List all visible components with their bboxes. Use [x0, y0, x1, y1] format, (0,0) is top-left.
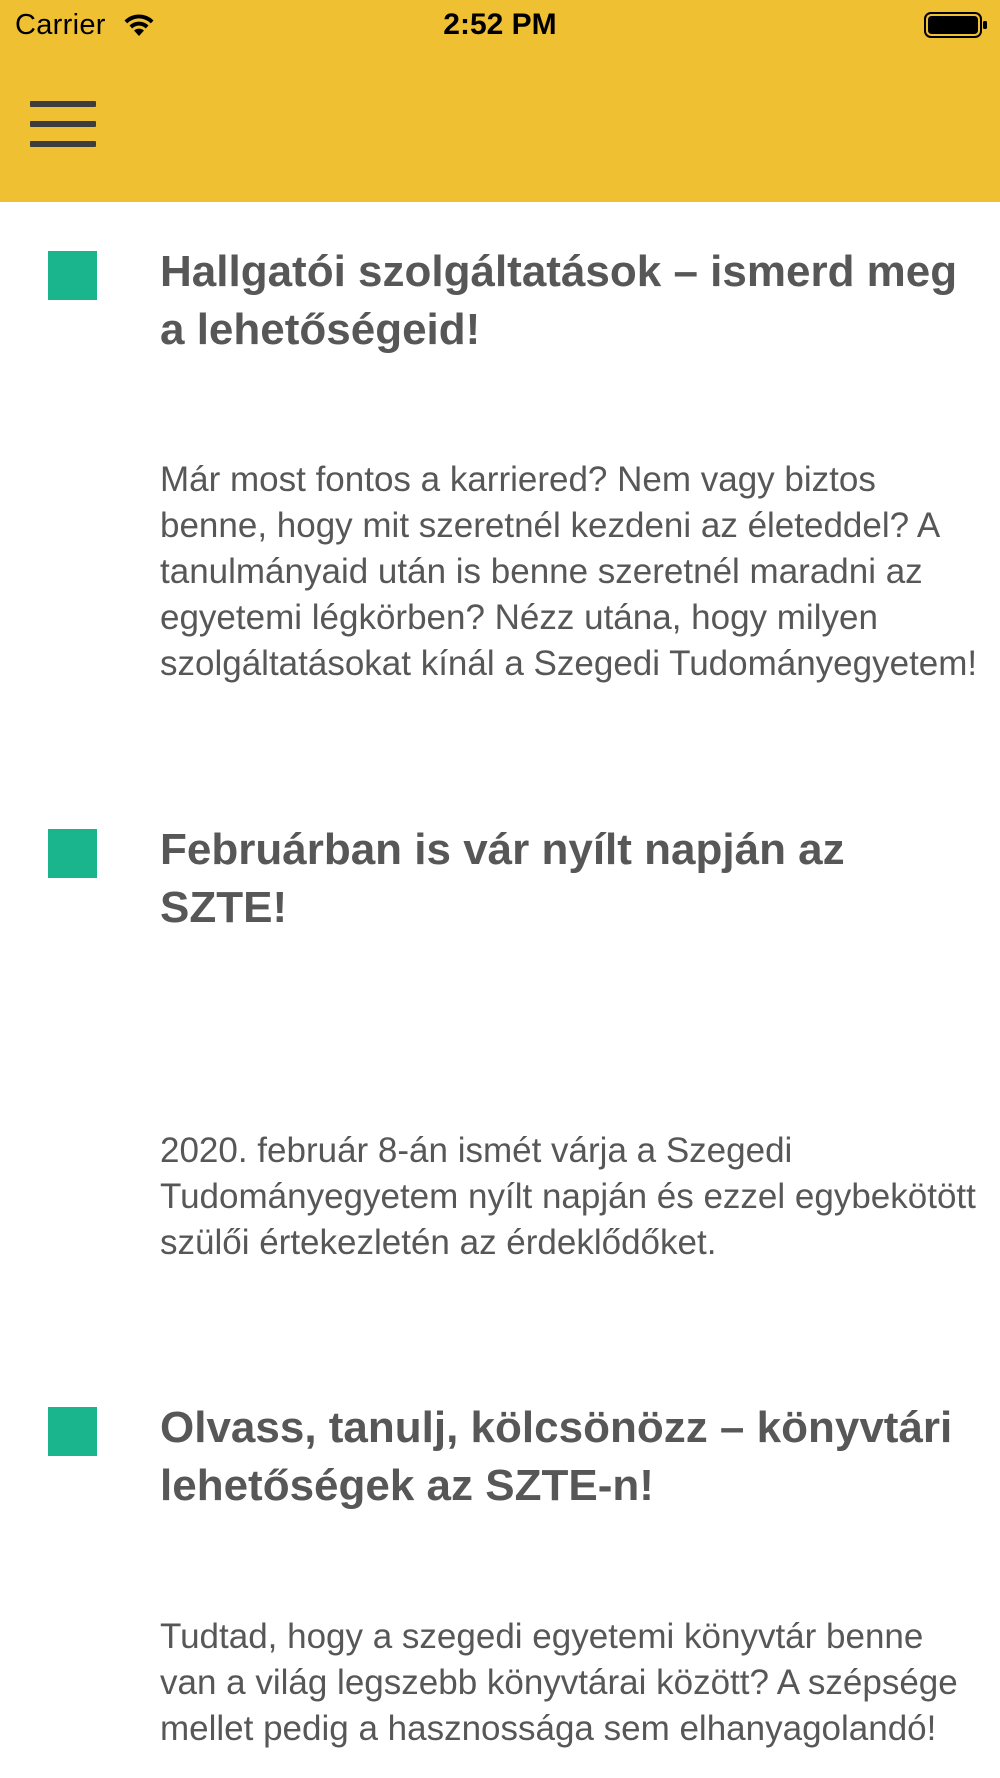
news-body: 2020. február 8-án ismét várja a Szegedi Tudományegyetem nyílt napján és ezzel egybekötött szülői értekezletén az érdeklődőket. [160, 1131, 976, 1262]
news-title[interactable]: Hallgatói szolgáltatások – ismerd meg a lehetőségeid! [160, 247, 958, 354]
app-header [0, 0, 1000, 202]
bullet-square-icon [48, 829, 97, 878]
carrier-label: Carrier [15, 9, 106, 41]
status-bar [0, 0, 1000, 50]
news-body: Már most fontos a karriered? Nem vagy biztos benne, hogy mit szeretnél kezdeni az életeddel? A tanulmányaid után is benne szeretnél maradni az egyetemi légkörben? Nézz utána, hogy milyen szolgáltatásokat kínál a Szegedi Tudományegyetem! [160, 460, 978, 683]
news-body: Tudtad, hogy a szegedi egyetemi könyvtár benne van a világ legszebb könyvtárai között? A szépsége mellet pedig a hasznossága sem elhanyagolandó! [160, 1617, 958, 1748]
bullet-square-icon [48, 1407, 97, 1456]
status-time: 2:52 PM [443, 8, 557, 41]
bullet-square-icon [48, 251, 97, 300]
news-title[interactable]: Olvass, tanulj, kölcsönözz – könyvtári lehetőségek az SZTE-n! [160, 1403, 953, 1510]
hamburger-menu-icon[interactable] [30, 101, 96, 149]
news-title[interactable]: Februárban is vár nyílt napján az SZTE! [160, 825, 845, 932]
battery-icon [924, 10, 988, 40]
